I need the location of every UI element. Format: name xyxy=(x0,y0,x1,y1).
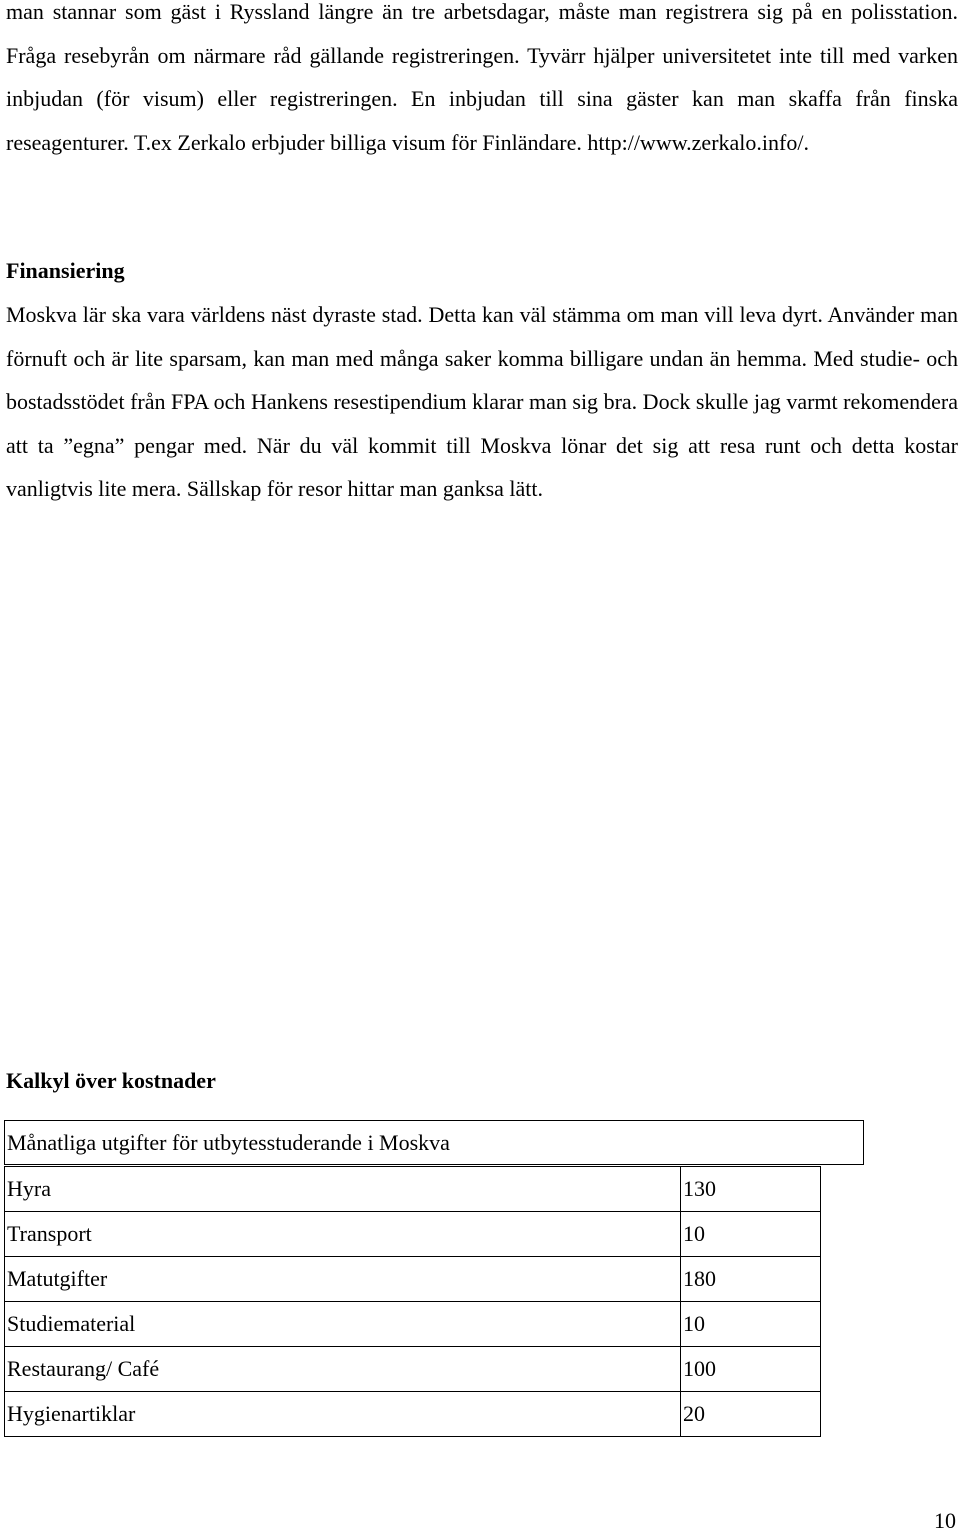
cost-table xyxy=(4,1166,821,1437)
cost-value: 130 xyxy=(681,1167,821,1212)
financing-heading: Finansiering xyxy=(6,258,125,283)
cost-label: Restaurang/ Café xyxy=(5,1347,681,1392)
cost-value: 10 xyxy=(681,1302,821,1347)
cost-label: Transport xyxy=(5,1212,681,1257)
table-row xyxy=(5,1302,821,1347)
cost-value: 100 xyxy=(681,1347,821,1392)
cost-calculation-heading: Kalkyl över kostnader xyxy=(6,1068,216,1093)
table-row xyxy=(5,1212,821,1257)
table-row xyxy=(5,1347,821,1392)
table-row xyxy=(5,1257,821,1302)
cost-table-caption: Månatliga utgifter för utbytesstuderande i Moskva xyxy=(4,1120,864,1165)
cost-label: Hygienartiklar xyxy=(5,1392,681,1437)
table-row xyxy=(5,1167,821,1212)
cost-label: Matutgifter xyxy=(5,1257,681,1302)
cost-value: 180 xyxy=(681,1257,821,1302)
cost-value: 20 xyxy=(681,1392,821,1437)
cost-label: Hyra xyxy=(5,1167,681,1212)
cost-value: 10 xyxy=(681,1212,821,1257)
intro-paragraph: man stannar som gäst i Ryssland längre än tre arbetsdagar, måste man registrera sig på en polisstation. Fråga resebyrån om närmare råd gällande registreringen. Tyvärr hjälper universitetet inte till med varken inbjudan (för visum) eller registreringen. En inbjudan till sina gäster kan man skaffa från finska reseagenturer. T.ex Zerkalo erbjuder billiga visum för Finländare. http://www.zerkalo.info/. xyxy=(6,0,958,155)
cost-label: Studiematerial xyxy=(5,1302,681,1347)
page-number: 10 xyxy=(934,1508,956,1533)
table-row xyxy=(5,1392,821,1437)
financing-paragraph: Moskva lär ska vara världens näst dyraste stad. Detta kan väl stämma om man vill leva dyrt. Använder man förnuft och är lite sparsam, kan man med många saker komma billigare undan än hemma. Med studie- och bostadsstödet från FPA och Hankens resestipendium klarar man sig bra. Dock skulle jag varmt rekomendera att ta ”egna” pengar med. När du väl kommit till Moskva lönar det sig att resa runt och detta kostar vanligtvis lite mera. Sällskap för resor hittar man ganksa lätt. xyxy=(6,302,958,501)
